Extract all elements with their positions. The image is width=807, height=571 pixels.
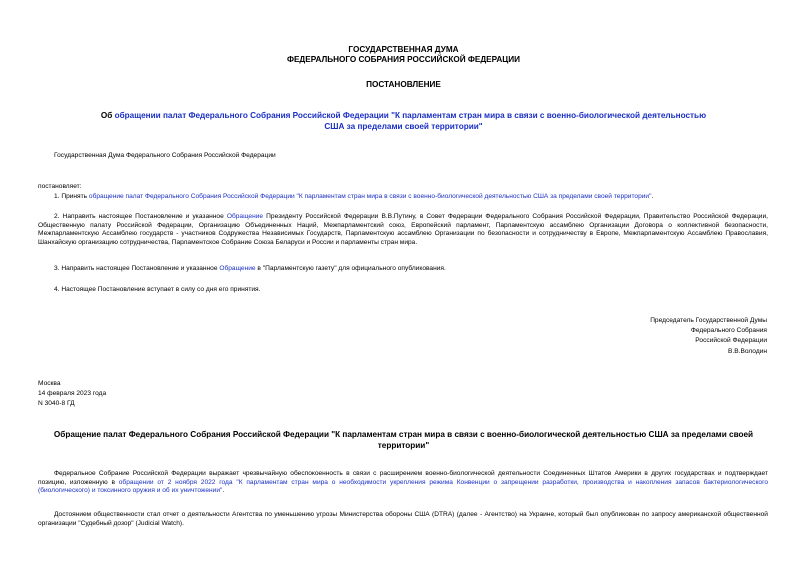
document-header xyxy=(0,45,807,66)
document-title xyxy=(100,111,707,132)
header-line-2: ФЕДЕРАЛЬНОГО СОБРАНИЯ РОССИЙСКОЙ ФЕДЕРАЦИИ xyxy=(286,55,521,65)
signature-block xyxy=(650,316,767,357)
date: 14 февраля 2023 года xyxy=(38,389,107,397)
signature-line-3: Российской Федерации xyxy=(695,337,767,345)
item-2-text-a: 2. Направить настоящее Постановление и указанное xyxy=(54,213,227,220)
appeal-paragraph-2: Достоянием общественности стал отчет о деятельности Агентства по уменьшению угрозы Министерства обороны США (DTRA) (далее - Агентство) на Украине, который был опубликован по запросу американской общественной организации "Судебный дозор" (Judicial Watch). xyxy=(38,511,768,527)
item-2 xyxy=(38,213,768,247)
item-1-link[interactable]: обращение палат Федерального Собрания Российской Федерации "К парламентам стран мира в связи с военно-биологической деятельностью США за пределами своей территории" xyxy=(88,193,652,200)
appeal-p1-text-b: . xyxy=(222,487,225,495)
item-2-text-b: Президенту Российской Федерации В.В.Путину, в Совет Федерации Федерального Собрания Российской Федерации, Правительство Российской Федерации, Общественную палату Российской Федерации, Организацию Объединенных Наций, Межпарламентский союз, Европейский парламент, Парламентскую ассамблею Организации Договора о коллективной безопасности, Межпарламентскую Ассамблею государств - участников Содружества Независимых Государств, Парламентскую ассамблею Организации по безопасности и сотрудничеству в Европе, Межпарламентскую Ассамблею Православия, Шанхайскую организацию сотрудничества, Парламентское Собрание Союза Беларуси и России и парламенты стран мира. xyxy=(38,213,768,246)
signer-name: В.В.Володин xyxy=(728,347,767,355)
item-3 xyxy=(38,265,768,274)
appeal-title: Обращение палат Федерального Собрания Российской Федерации "К парламентам стран мира в связи с военно-биологической деятельностью США за пределами своей территории" xyxy=(53,430,754,450)
item-3-link[interactable]: Обращение xyxy=(219,265,256,272)
title-link[interactable]: обращении палат Федерального Собрания Российской Федерации "К парламентам стран мира в связи с военно-биологической деятельностью США за пределами своей территории" xyxy=(114,111,707,131)
appeal-p1-text-a: Федеральное Собрание Российской Федерации выражает чрезвычайную обеспокоенность в связи с расширением военно-биологической деятельности Соединенных Штатов Америки в других государствах и подтверждает позицию, изложенную в xyxy=(38,470,768,486)
signature-line-1: Председатель Государственной Думы xyxy=(650,317,767,324)
signature-line-2: Федерального Собрания xyxy=(690,327,767,335)
document-type: ПОСТАНОВЛЕНИЕ xyxy=(366,80,441,89)
item-1-text-a: 1. Принять xyxy=(54,193,89,200)
item-3-text-a: 3. Направить настоящее Постановление и указанное xyxy=(54,265,220,272)
title-prefix: Об xyxy=(100,111,115,120)
resolves-text: постановляет: xyxy=(38,183,82,190)
appeal-p1-link[interactable]: обращении от 2 ноября 2022 года "К парламентам стран мира о необходимости укрепления режима Конвенции о запрещении разработки, производства и накопления запасов бактериологического (биологического) и токсинного оружия и об их уничтожении" xyxy=(38,478,768,495)
header-line-1: ГОСУДАРСТВЕННАЯ ДУМА xyxy=(348,45,459,54)
item-3-text-b: в "Парламентскую газету" для официального опубликования. xyxy=(255,265,446,272)
appeal-paragraph-1 xyxy=(38,470,768,496)
item-4: 4. Настоящее Постановление вступает в силу со дня его принятия. xyxy=(54,286,261,293)
document-number: N 3040-8 ГД xyxy=(38,399,75,407)
place: Москва xyxy=(38,380,61,387)
intro-text: Государственная Дума Федерального Собрания Российской Федерации xyxy=(54,152,276,159)
place-date-block xyxy=(38,379,106,409)
item-1 xyxy=(38,193,768,202)
item-2-link[interactable]: Обращение xyxy=(226,213,264,220)
item-1-text-b: . xyxy=(651,193,654,200)
